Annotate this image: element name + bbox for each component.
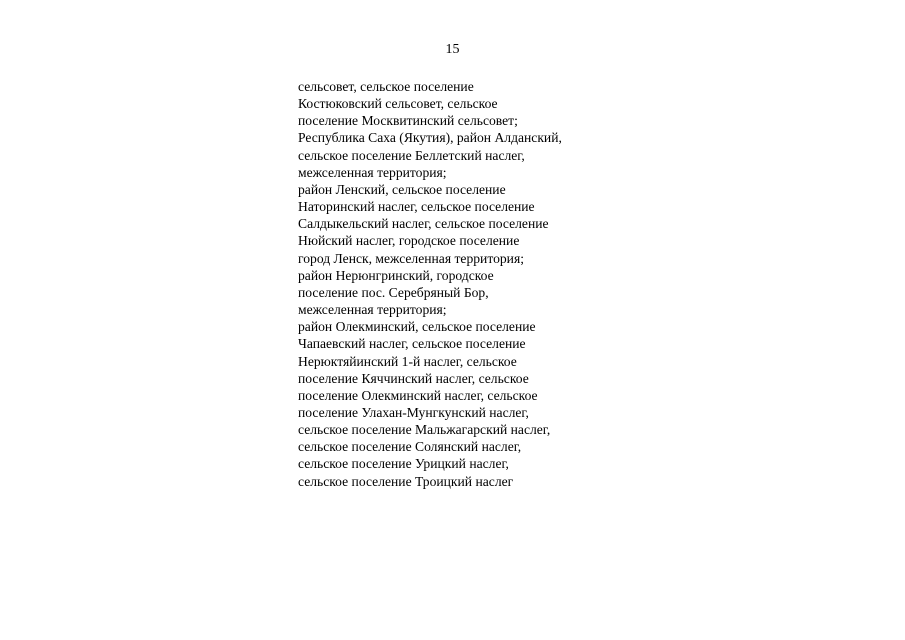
text-line: поселение Москвитинский сельсовет; xyxy=(298,113,518,129)
text-line: сельское поселение Солянский наслег, xyxy=(298,439,522,455)
text-line: поселение Кяччинский наслег, сельское xyxy=(298,370,529,386)
text-line: Республика Саха (Якутия), район Алданский, xyxy=(298,130,562,146)
text-line: сельское поселение Троицкий наслег xyxy=(298,473,514,489)
text-line: межселенная территория; xyxy=(298,302,447,318)
text-line: сельское поселение Беллетский наслег, xyxy=(298,147,525,163)
page-number: 15 xyxy=(445,42,460,57)
text-line: район Нерюнгринский, городское xyxy=(298,267,494,283)
text-line: Нерюктяйинский 1-й наслег, сельское xyxy=(298,353,517,369)
text-line: Костюковский сельсовет, сельское xyxy=(298,96,498,112)
text-line: Наторинский наслег, сельское поселение xyxy=(298,199,535,215)
text-line: поселение пос. Серебряный Бор, xyxy=(298,284,489,300)
text-line: район Олекминский, сельское поселение xyxy=(298,319,536,335)
text-line: сельсовет, сельское поселение xyxy=(298,79,474,94)
text-line: сельское поселение Мальжагарский наслег, xyxy=(298,422,551,438)
body-text xyxy=(298,78,618,490)
text-line: Чапаевский наслег, сельское поселение xyxy=(298,336,526,352)
text-line: район Ленский, сельское поселение xyxy=(298,181,506,197)
text-line: город Ленск, межселенная территория; xyxy=(298,250,524,266)
text-line: Нюйский наслег, городское поселение xyxy=(298,233,520,249)
text-line: сельское поселение Урицкий наслег, xyxy=(298,456,509,472)
text-line: Салдыкельский наслег, сельское поселение xyxy=(298,216,549,232)
text-line: поселение Олекминский наслег, сельское xyxy=(298,387,538,403)
text-line: межселенная территория; xyxy=(298,164,447,180)
text-line: поселение Улахан-Мунгкунский наслег, xyxy=(298,404,529,420)
